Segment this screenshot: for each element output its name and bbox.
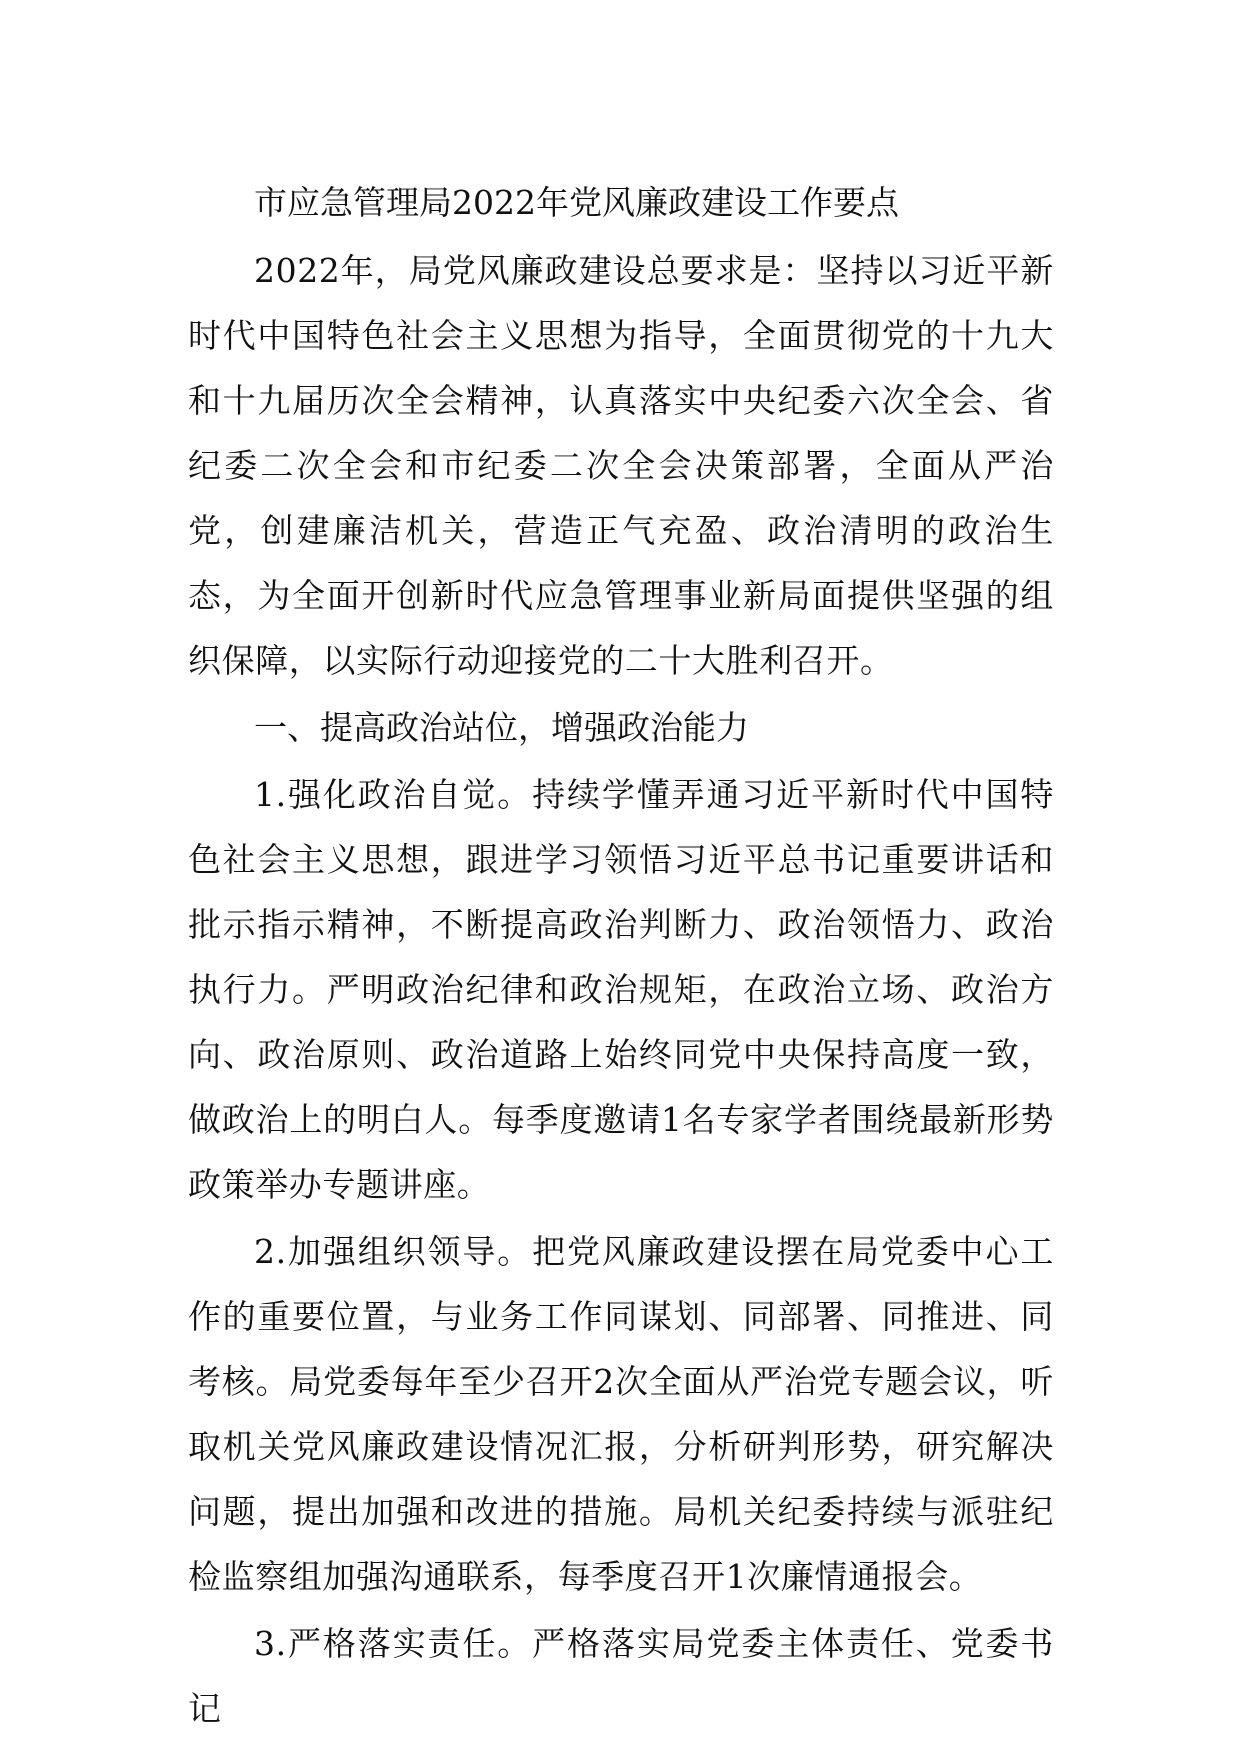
intro-paragraph: 2022年，局党风廉政建设总要求是：坚持以习近平新时代中国特色社会主义思想为指导，全面贯彻党的十九大和十九届历次全会精神，认真落实中央纪委六次全会、省纪委二次全会和市纪委二次全会决策部署，全面从严治党，创建廉洁机关，营造正气充盈、政治清明的政治生态，为全面开创新时代应急管理事业新局面提供坚强的组织保障，以实际行动迎接党的二十大胜利召开。	[188, 251, 1054, 680]
item-paragraph-3: 3.严格落实责任。严格落实局党委主体责任、党委书记	[188, 1624, 1054, 1728]
document-body	[188, 170, 1054, 1743]
document-title: 市应急管理局2022年党风廉政建设工作要点	[254, 183, 899, 222]
section-heading-1: 一、提高政治站位，增强政治能力	[254, 708, 749, 747]
item-paragraph-2: 2.加强组织领导。把党风廉政建设摆在局党委中心工作的重要位置，与业务工作同谋划、同部署、同推进、同考核。局党委每年至少召开2次全面从严治党专题会议，听取机关党风廉政建设情况汇报，分析研判形势，研究解决问题，提出加强和改进的措施。局机关纪委持续与派驻纪检监察组加强沟通联系，每季度召开1次廉情通报会。	[188, 1232, 1054, 1596]
item-paragraph-1: 1.强化政治自觉。持续学懂弄通习近平新时代中国特色社会主义思想，跟进学习领悟习近平总书记重要讲话和批示指示精神，不断提高政治判断力、政治领悟力、政治执行力。严明政治纪律和政治规矩，在政治立场、政治方向、政治原则、政治道路上始终同党中央保持高度一致，做政治上的明白人。每季度邀请1名专家学者围绕最新形势政策举办专题讲座。	[188, 775, 1054, 1204]
